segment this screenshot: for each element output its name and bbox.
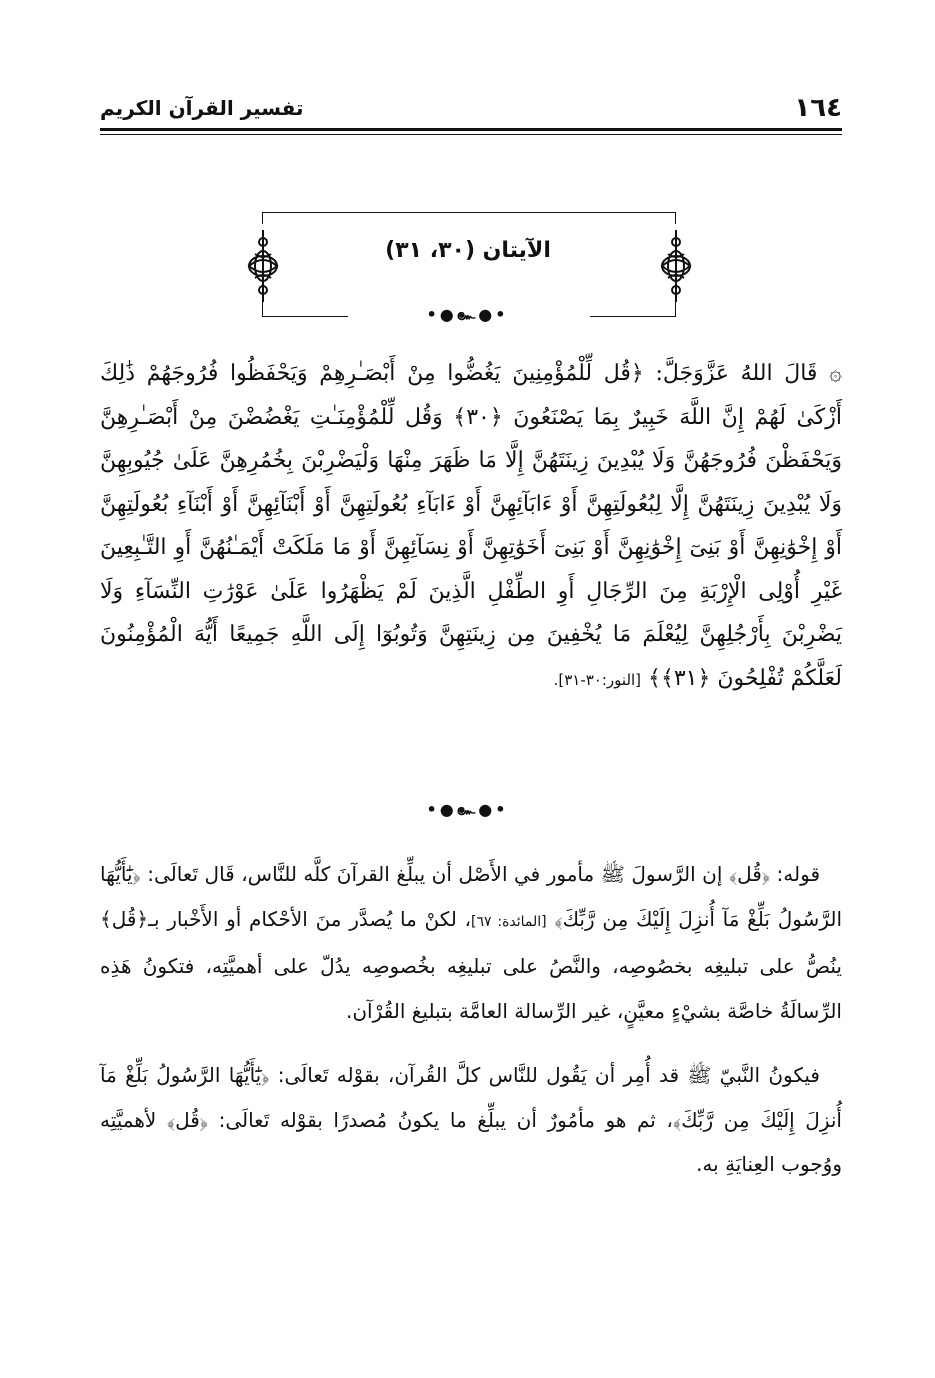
page-header — [100, 88, 842, 128]
ornament-icon — [243, 230, 283, 302]
paragraph — [100, 1053, 842, 1187]
page-number: ١٦٤ — [794, 93, 842, 123]
frame-bottom-right-line — [590, 316, 676, 317]
paragraph-text: فيكونُ النَّبيّ ﷺ قد أُمِر أن يَقُول للنَّاس كلَّ القُرآن، بقوْله تَعالَى: ﴿يَٰٓأَيُّهَا الرَّسُولُ بَلِّغْ مَآ أُنزِلَ إِلَيْكَ مِن رَّبِّكَ﴾، ثم هو مأمُورٌ أن يبلِّغ ما يكونُ مُصدرًا بقوْله تَعالَى: ﴿قُل﴾ لأهميَّتِه ووُجوب العِنايَةِ به. — [100, 1063, 842, 1176]
verse-reference: [النور:٣٠-٣١]. — [553, 670, 642, 689]
frame-left-line — [262, 212, 263, 224]
frame-bottom-left-line — [262, 316, 348, 317]
paragraph-text: ، لكنْ ما يُصدَّر منَ الأحْكام أو الأَخْبار بـ﴿قُل﴾ ينُصُّ على تبليغِه بخصُوصِه، والنَّصُ على تبليغِه بخُصوصِه يدُلّ على أهميَّتِه، فتكونُ هَذِه الرِّسالَةُ خاصَّة بشيْءٍ معيَّنٍ، غير الرِّسالة العامَّة بتبليغ القُرْآن. — [100, 906, 842, 1023]
citation: [المائدة: ٦٧] — [471, 913, 547, 930]
header-rule-thin — [100, 134, 842, 135]
frame-left-line-bottom — [262, 300, 263, 317]
frame-right-line-bottom — [675, 300, 676, 317]
paragraph-text: قوله: ﴿قُل﴾ إن الرَّسولَ ﷺ مأمور في الأَصْل أن يبلِّغ القرآنَ كلَّه للنَّاس، قَال تَعالَى: ﴿يَٰٓأَيُّهَا الرَّسُولُ بَلِّغْ مَآ أُنزِلَ إِلَيْكَ مِن رَّبِّكَ﴾ — [100, 862, 843, 931]
header-rule — [100, 128, 842, 131]
frame-right-line — [675, 212, 676, 224]
frame-top-line — [262, 212, 676, 213]
quran-verses — [100, 352, 842, 702]
running-title: تفسير القرآن الكريم — [100, 96, 304, 120]
verse-text: ۞ قَالَ اللهُ عَزَّوَجَلَّ: ﴿قُل لِّلْمُؤْمِنِينَ يَغُضُّوا مِنْ أَبْصَـٰرِهِمْ وَيَحْفَظُوا فُرُوجَهُمْ ذَٰلِكَ أَزْكَىٰ لَهُمْ إِنَّ اللَّهَ خَبِيرٌ بِمَا يَصْنَعُونَ ﴿٣٠﴾ وَقُل لِّلْمُؤْمِنَـٰتِ يَغْضُضْنَ مِنْ أَبْصَـٰرِهِنَّ وَيَحْفَظْنَ فُرُوجَهُنَّ وَلَا يُبْدِينَ زِينَتَهُنَّ إِلَّا مَا ظَهَرَ مِنْهَا وَلْيَضْرِبْنَ بِخُمُرِهِنَّ عَلَىٰ جُيُوبِهِنَّ وَلَا يُبْدِينَ زِينَتَهُنَّ إِلَّا لِبُعُولَتِهِنَّ أَوْ ءَابَآئِهِنَّ أَوْ ءَابَآءِ بُعُولَتِهِنَّ أَوْ أَبْنَآئِهِنَّ أَوْ أَبْنَآءِ بُعُولَتِهِنَّ أَوْ إِخْوَٰنِهِنَّ أَوْ بَنِىٓ إِخْوَٰنِهِنَّ أَوْ بَنِىٓ أَخَوَٰتِهِنَّ أَوْ نِسَآئِهِنَّ أَوْ مَا مَلَكَتْ أَيْمَـٰنُهُنَّ أَوِ التَّـٰبِعِينَ غَيْرِ أُوْلِى الْإِرْبَةِ مِنَ الرِّجَالِ أَوِ الطِّفْلِ الَّذِينَ لَمْ يَظْهَرُوا عَلَىٰ عَوْرَٰتِ النِّسَآءِ وَلَا يَضْرِبْنَ بِأَرْجُلِهِنَّ لِيُعْلَمَ مَا يُخْفِينَ مِن زِينَتِهِنَّ وَتُوبُوٓا إِلَى اللَّهِ جَمِيعًا أَيُّهَ الْمُؤْمِنُونَ لَعَلَّكُمْ تُفْلِحُونَ ﴿٣١﴾﴾ — [100, 361, 842, 691]
section-divider: •●๛●• — [426, 305, 509, 324]
verses-divider: •●๛●• — [426, 800, 509, 819]
commentary — [100, 852, 842, 1187]
paragraph — [100, 852, 842, 1033]
ornament-icon — [656, 230, 696, 302]
section-title: الآيتان (٣٠، ٣١) — [385, 238, 551, 263]
